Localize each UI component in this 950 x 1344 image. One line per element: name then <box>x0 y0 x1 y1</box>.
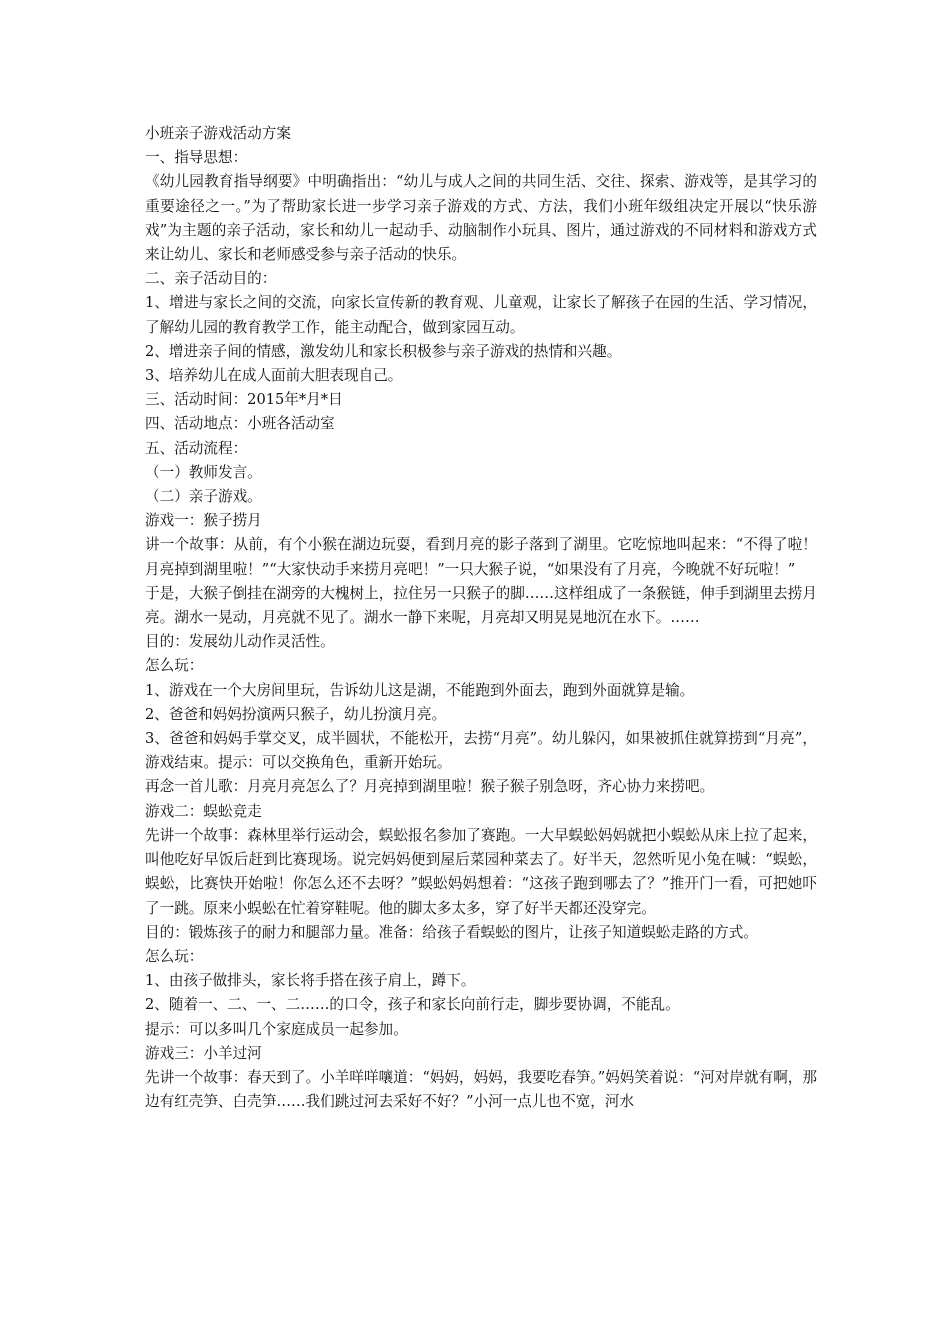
game-2-how-to-play-heading: 怎么玩： <box>145 947 204 965</box>
purpose-item-3: 3、培养幼儿在成人面前大胆表现自己。 <box>145 367 403 385</box>
game-1-story-part-2: 于是，大猴子倒挂在湖旁的大槐树上，拉住另一只猴子的脚……这样组成了一条猴链，伸手到湖里去捞月亮。湖水一晃动，月亮就不见了。湖水一静下来呢，月亮却又明晃晃地沉在水下。…… <box>145 584 817 627</box>
game-2-title: 游戏二：蜈蚣竞走 <box>145 802 262 820</box>
process-step-1: （一）教师发言。 <box>145 463 262 481</box>
section-heading-guiding-thought: 一、指导思想： <box>145 149 248 167</box>
game-1-goal: 目的：发展幼儿动作灵活性。 <box>145 633 335 651</box>
activity-time: 三、活动时间：2015年*月*日 <box>145 391 343 409</box>
game-2-goal-and-preparation: 目的：锻炼孩子的耐力和腿部力量。准备：给孩子看蜈蚣的图片，让孩子知道蜈蚣走路的方式。 <box>145 923 758 941</box>
game-2-rule-1: 1、由孩子做排头，家长将手搭在孩子肩上，蹲下。 <box>145 972 476 990</box>
game-3-title: 游戏三：小羊过河 <box>145 1044 262 1062</box>
game-1-title: 游戏一：猴子捞月 <box>145 512 262 530</box>
document-title: 小班亲子游戏活动方案 <box>145 125 291 142</box>
purpose-item-1: 1、增进与家长之间的交流，向家长宣传新的教育观、儿童观，让家长了解孩子在园的生活、学习情况，了解幼儿园的教育教学工作，能主动配合，做到家园互动。 <box>145 294 817 336</box>
section-heading-purpose: 二、亲子活动目的： <box>145 270 277 288</box>
section-heading-process: 五、活动流程： <box>145 439 248 457</box>
document-body <box>145 122 817 1114</box>
activity-location: 四、活动地点：小班各活动室 <box>145 415 335 433</box>
game-1-rhyme: 再念一首儿歌：月亮月亮怎么了？月亮掉到湖里啦！猴子猴子别急呀，齐心协力来捞吧。 <box>145 778 715 796</box>
game-1-story-part-1: 讲一个故事：从前，有个小猴在湖边玩耍，看到月亮的影子落到了湖里。它吃惊地叫起来：“不得了啦！月亮掉到湖里啦！”“大家快动手来捞月亮吧！”一只大猴子说，“如果没有了月亮，今晚就不好玩啦！” <box>145 536 817 578</box>
purpose-item-2: 2、增进亲子间的情感，激发幼儿和家长积极参与亲子游戏的热情和兴趣。 <box>145 342 622 360</box>
game-1-how-to-play-heading: 怎么玩： <box>145 657 204 675</box>
process-step-2: （二）亲子游戏。 <box>145 488 262 506</box>
game-1-rule-2: 2、爸爸和妈妈扮演两只猴子，幼儿扮演月亮。 <box>145 705 447 723</box>
game-1-rule-3: 3、爸爸和妈妈手掌交叉，成半圆状，不能松开，去捞“月亮”。幼儿躲闪，如果被抓住就算捞到“月亮”，游戏结束。提示：可以交换角色，重新开始玩。 <box>145 730 817 772</box>
game-2-story: 先讲一个故事：森林里举行运动会，蜈蚣报名参加了赛跑。一大早蜈蚣妈妈就把小蜈蚣从床上拉了起来，叫他吃好早饭后赶到比赛现场。说完妈妈便到屋后菜园种菜去了。好半天，忽然听见小兔在喊：“蜈蚣，蜈蚣，比赛快开始啦！你怎么还不去呀？”蜈蚣妈妈想着：“这孩子跑到哪去了？”推开门一看，可把她吓了一跳。原来小蜈蚣在忙着穿鞋呢。他的脚太多太多，穿了好半天都还没穿完。 <box>145 826 817 917</box>
game-2-tip: 提示：可以多叫几个家庭成员一起参加。 <box>145 1020 408 1038</box>
game-1-rule-1: 1、游戏在一个大房间里玩，告诉幼儿这是湖，不能跑到外面去，跑到外面就算是输。 <box>145 681 695 699</box>
game-2-rule-2: 2、随着一、二、一、二……的口令，孩子和家长向前行走，脚步要协调，不能乱。 <box>145 996 680 1014</box>
paragraph-guiding-thought: 《幼儿园教育指导纲要》中明确指出：“幼儿与成人之间的共同生活、交往、探索、游戏等，是其学习的重要途径之一。”为了帮助家长进一步学习亲子游戏的方式、方法，我们小班年级组决定开展以“快乐游戏”为主题的亲子活动，家长和幼儿一起动手、动脑制作小玩具、图片，通过游戏的不同材料和游戏方式来让幼儿、家长和老师感受参与亲子活动的快乐。 <box>145 173 817 264</box>
game-3-story: 先讲一个故事：春天到了。小羊咩咩嚷道：“妈妈，妈妈，我要吃春笋。”妈妈笑着说：“河对岸就有啊，那边有红壳笋、白壳笋……我们跳过河去采好不好？”小河一点儿也不宽，河水 <box>145 1068 817 1111</box>
